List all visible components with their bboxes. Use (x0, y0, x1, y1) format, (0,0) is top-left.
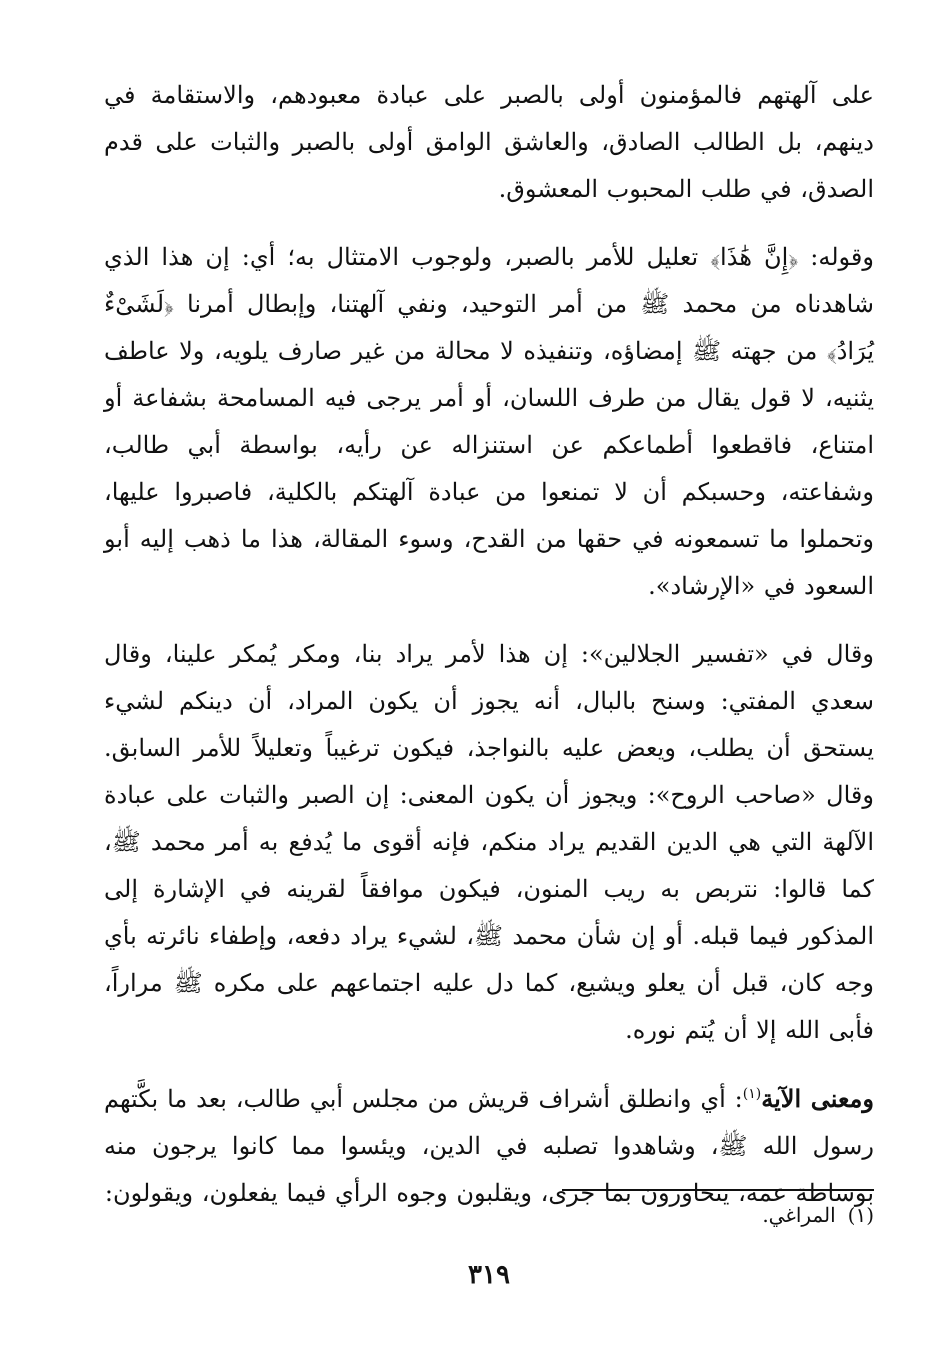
footnote (762, 1200, 874, 1230)
footnote-reference[interactable]: (١) (742, 1086, 762, 1102)
book-page (104, 72, 874, 1302)
paragraph-1-text: على آلهتهم فالمؤمنون أولى بالصبر على عبادة معبودهم، والاستقامة في دينهم، بل الطالب الصادق، والعاشق الوامق أولى بالصبر والثبات على قدم الصدق، في طلب المحبوب المعشوق. (104, 81, 874, 203)
footnote-divider (562, 1189, 874, 1191)
page-number: ٣١٩ (468, 1260, 510, 1290)
paragraph-4-text: : أي وانطلق أشراف قريش من مجلس أبي طالب، بعد ما بكَّتهم رسول الله ﷺ، وشاهدوا تصلبه في الدين، ويئسوا مما كانوا يرجون منه بوساطة عمه، يتحاورون بما جرى، ويقلبون وجوه الرأي فيما يفعلون، ويقولون: (104, 1085, 874, 1207)
paragraph-2 (104, 234, 874, 610)
footnote-number: (١) (847, 1203, 874, 1227)
paragraph-4 (104, 1075, 874, 1217)
paragraph-2-text: وقوله: ﴿إِنَّ هَٰذَا﴾ تعليل للأمر بالصبر، ولوجوب الامتثال به؛ أي: إن هذا الذي شاهدناه من محمد ﷺ من أمر التوحيد، ونفي آلهتنا، وإبطال أمرنا ﴿لَشَىْءٌ يُرَادُ﴾ من جهته ﷺ إمضاؤه، وتنفيذه لا محالة من غير صارف يلويه، ولا عاطف يثنيه، لا قول يقال من طرف اللسان، أو أمر يرجى فيه المسامحة بشفاعة أو امتناع، فاقطعوا أطماعكم عن استنزاله عن رأيه، بواسطة أبي طالب، وشفاعته، وحسبكم أن لا تمنعوا من عبادة آلهتكم بالكلية، فاصبروا عليها، وتحملوا ما تسمعونه في حقها من القدح، وسوء المقالة، هذا ما ذهب إليه أبو السعود في «الإرشاد». (104, 243, 874, 600)
paragraph-1 (104, 72, 874, 213)
paragraph-3-text: وقال في «تفسير الجلالين»: إن هذا لأمر يراد بنا، ومكر يُمكر علينا، وقال سعدي المفتي: وسنح بالبال، أنه يجوز أن يكون المراد، أن دينكم لشيء يستحق أن يطلب، ويعض عليه بالنواجذ، فيكون ترغيباً وتعليلاً للأمر السابق. وقال «صاحب الروح»: ويجوز أن يكون المعنى: إن الصبر والثبات على عبادة الآلهة التي هي الدين القديم يراد منكم، فإنه أقوى ما يُدفع به أمر محمد ﷺ، كما قالوا: نتربص به ريب المنون، فيكون موافقاً لقرينه في الإشارة إلى المذكور فيما قبله. أو إن شأن محمد ﷺ، لشيء يراد دفعه، وإطفاء نائرته بأي وجه كان، قبل أن يعلو ويشيع، كما دل عليه اجتماعهم على مكره ﷺ مراراً، فأبى الله إلا أن يُتم نوره. (104, 640, 875, 1044)
paragraph-4-lead: ومعنى الآية (761, 1084, 874, 1113)
footnote-text: المراغي. (762, 1203, 836, 1227)
paragraph-3 (104, 631, 874, 1054)
